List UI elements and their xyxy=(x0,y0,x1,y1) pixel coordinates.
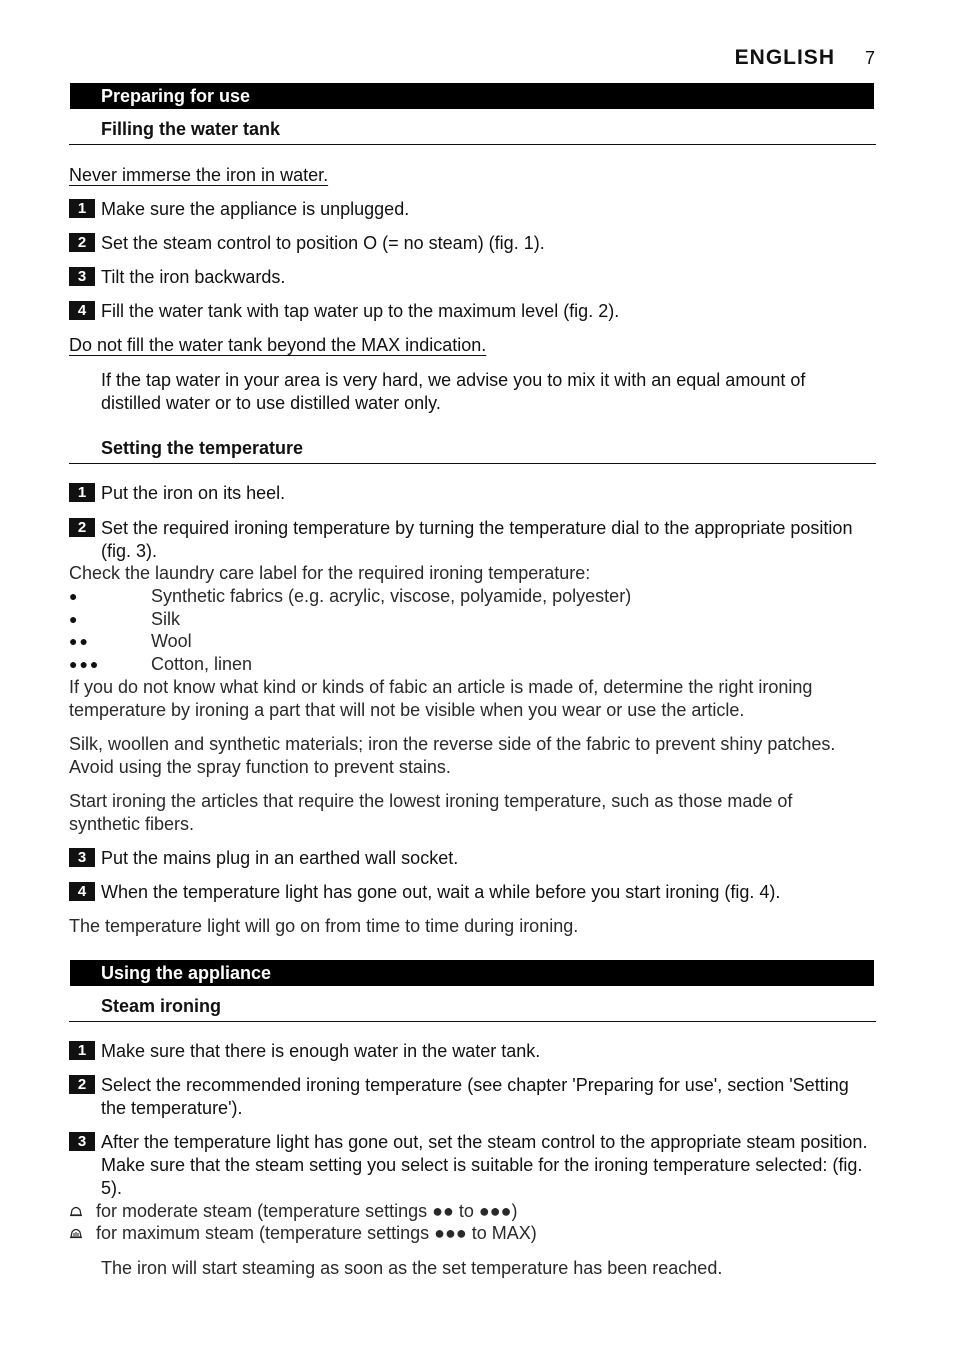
steam-step-2 xyxy=(69,1074,869,1120)
temperature-dots: ●●● xyxy=(69,656,101,672)
step-text: Put the mains plug in an earthed wall socket. xyxy=(101,848,459,868)
step-text: Make sure the appliance is unplugged. xyxy=(101,199,410,219)
start-ironing-note: Start ironing the articles that require the lowest ironing temperature, such as those made of synthetic fibers. xyxy=(69,791,793,834)
caution-max: Do not fill the water tank beyond the MAX indication. xyxy=(69,335,487,355)
step-text: Tilt the iron backwards. xyxy=(101,267,286,287)
page-number: 7 xyxy=(864,48,875,68)
step-number: 3 xyxy=(69,267,95,286)
step-text: Set the required ironing temperature by turning the temperature dial to the appropriate position (fig. 3). xyxy=(101,518,853,561)
step-text: Make sure that there is enough water in the water tank. xyxy=(101,1041,541,1061)
step-number: 4 xyxy=(69,301,95,320)
section-heading-preparing: Preparing for use xyxy=(70,83,874,109)
setting-text: Synthetic fabrics (e.g. acrylic, viscose, polyamide, polyester) xyxy=(151,586,632,606)
steam-setting-row xyxy=(69,1222,537,1244)
step-number: 3 xyxy=(69,1132,95,1151)
steam-setting-text: for maximum steam (temperature settings ●●● to MAX) xyxy=(96,1223,537,1243)
silk-note: Silk, woollen and synthetic materials; iron the reverse side of the fabric to prevent shiny patches. Avoid using the spray function to prevent stains. xyxy=(69,734,836,777)
filling-step-3 xyxy=(69,266,869,289)
setting-row xyxy=(69,608,180,631)
step-text: When the temperature light has gone out, wait a while before you start ironing (fig. 4). xyxy=(101,882,781,902)
steam-step-3 xyxy=(69,1131,869,1200)
step-text: Select the recommended ironing temperature (see chapter 'Preparing for use', section 'Setting the temperature'). xyxy=(101,1075,849,1118)
temp-step-3 xyxy=(69,847,869,870)
step-number: 1 xyxy=(69,1041,95,1060)
setting-row xyxy=(69,630,192,653)
subheading-filling: Filling the water tank xyxy=(69,118,876,145)
setting-text: Cotton, linen xyxy=(151,654,253,674)
steam-step-1 xyxy=(69,1040,869,1063)
language-label: ENGLISH xyxy=(734,46,835,69)
setting-text: Silk xyxy=(151,609,181,629)
section-heading-using: Using the appliance xyxy=(70,960,874,986)
step-number: 2 xyxy=(69,518,95,537)
moderate-steam-icon xyxy=(69,1200,96,1222)
step-number: 2 xyxy=(69,1075,95,1094)
temperature-dots: ● xyxy=(69,588,80,604)
unknown-fabric-note: If you do not know what kind or kinds of fabic an article is made of, determine the right ironing temperature by ironing a part that will not be visible when you wear or use the article. xyxy=(69,677,813,720)
subheading-temperature: Setting the temperature xyxy=(69,437,876,464)
steam-start-note: The iron will start steaming as soon as the set temperature has been reached. xyxy=(101,1258,723,1278)
setting-row xyxy=(69,653,252,676)
temperature-dots: ●● xyxy=(69,633,90,649)
filling-step-1 xyxy=(69,198,869,221)
temp-step-2 xyxy=(69,517,869,563)
step-text: Fill the water tank with tap water up to the maximum level (fig. 2). xyxy=(101,301,620,321)
temp-step-4 xyxy=(69,881,869,904)
setting-text: Wool xyxy=(151,631,192,651)
maximum-steam-icon xyxy=(69,1222,96,1244)
setting-row xyxy=(69,585,631,608)
steam-setting-text: for moderate steam (temperature settings ●● to ●●●) xyxy=(96,1201,518,1221)
temp-step-1 xyxy=(69,482,869,505)
temperature-dots: ● xyxy=(69,611,80,627)
step-number: 3 xyxy=(69,848,95,867)
temperature-light-note: The temperature light will go on from time to time during ironing. xyxy=(69,916,579,936)
filling-step-4 xyxy=(69,300,869,323)
subheading-steam: Steam ironing xyxy=(69,995,876,1022)
step-text: Put the iron on its heel. xyxy=(101,483,286,503)
page-header xyxy=(735,46,875,70)
step-number: 4 xyxy=(69,882,95,901)
steam-setting-row xyxy=(69,1200,518,1222)
step-text: After the temperature light has gone out, set the steam control to the appropriate steam position. Make sure that the steam setting you select is suitable for the ironing temperature selected: (fig. 5). xyxy=(101,1132,868,1198)
hard-water-note: If the tap water in your area is very hard, we advise you to mix it with an equal amount of distilled water or to use distilled water only. xyxy=(101,370,806,413)
step-number: 1 xyxy=(69,483,95,502)
step-text: Set the steam control to position O (= no steam) (fig. 1). xyxy=(101,233,545,253)
check-label-note: Check the laundry care label for the required ironing temperature: xyxy=(69,563,591,583)
filling-step-2 xyxy=(69,232,869,255)
step-number: 2 xyxy=(69,233,95,252)
step-number: 1 xyxy=(69,199,95,218)
warning-immerse: Never immerse the iron in water. xyxy=(69,165,329,185)
